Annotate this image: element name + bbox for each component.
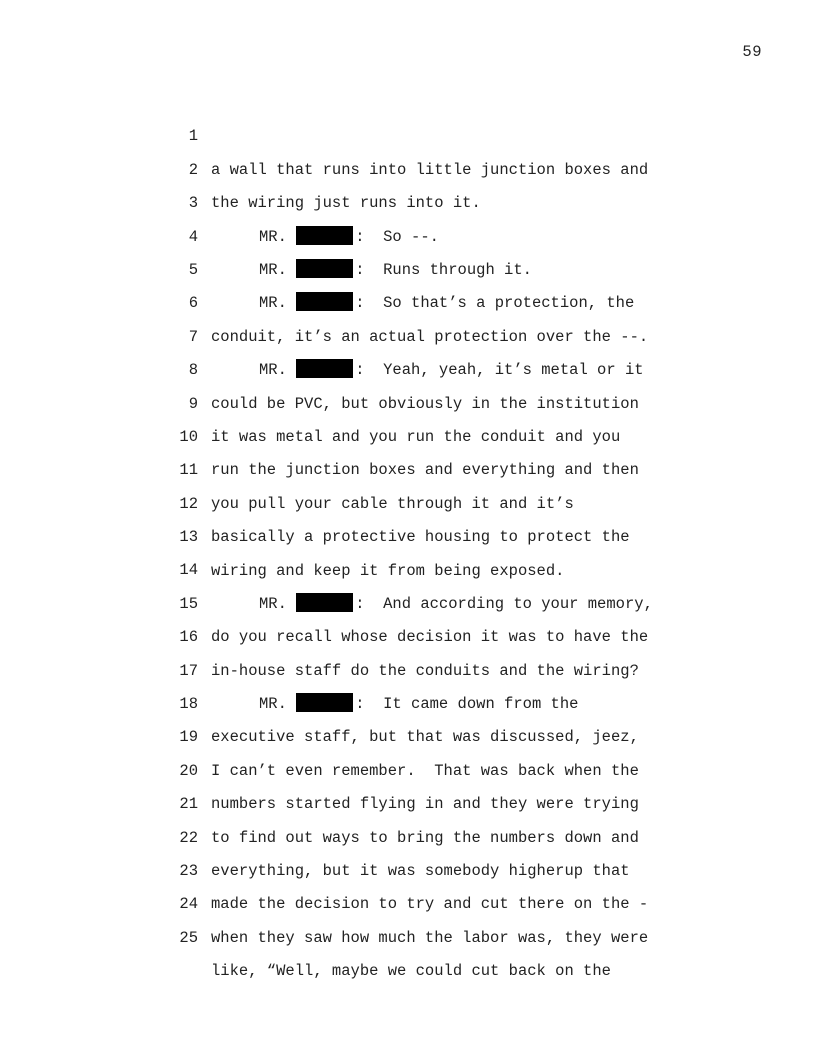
line-number: 19 [179,728,198,747]
line-number: 8 [188,361,198,380]
line-number: 13 [179,528,198,547]
line-text: to find out ways to bring the numbers down and [211,828,639,847]
line-number: 4 [188,227,198,246]
line-text: : Yeah, yeah, it’s metal or it [355,361,644,380]
line-number: 3 [188,194,198,213]
line-text: : It came down from the [355,695,579,714]
line-number: 24 [179,895,198,914]
line-number: 7 [188,327,198,346]
page-number: 59 [742,43,762,61]
line-number: 23 [179,862,198,880]
line-text: run the junction boxes and everything and then [211,461,639,480]
line-text: could be PVC, but obviously in the institution [211,394,639,413]
line-number: 5 [188,260,198,279]
line-text: conduit, it’s an actual protection over the --. [211,327,649,346]
line-number: 14 [179,561,198,580]
line-text: : Runs through it. [355,260,532,279]
line-text: made the decision to try and cut there on the - [211,895,649,914]
speaker-label: MR. [259,260,287,279]
line-text: like, “Well, maybe we could cut back on the [211,962,611,981]
line-text: : And according to your memory, [355,594,653,613]
transcript-body [0,87,816,981]
line-number: 16 [179,628,198,647]
line-text: when they saw how much the labor was, they were [211,928,649,947]
line-number: 11 [179,461,198,480]
line-number: 17 [179,661,198,680]
line-number: 15 [179,594,198,613]
line-text: wiring and keep it from being exposed. [211,561,565,580]
line-number: 20 [179,761,198,780]
line-number: 18 [179,695,198,714]
transcript-line [0,87,816,179]
line-text: : So --. [355,227,439,246]
line-text: a wall that runs into little junction boxes and [211,160,649,179]
line-text: the wiring just runs into it. [211,194,481,213]
line-text: do you recall whose decision it was to have the [211,628,649,647]
line-text: everything, but it was somebody higherup that [211,862,630,881]
line-number: 6 [188,294,198,313]
speaker-label: MR. [259,294,287,313]
line-number: 9 [188,394,198,413]
line-number: 25 [179,928,198,947]
line-text: it was metal and you run the conduit and you [211,427,621,446]
speaker-label: MR. [259,594,287,613]
line-number: 2 [188,160,198,179]
speaker-label: MR. [259,361,287,380]
line-number: 21 [179,795,198,814]
line-text: in-house staff do the conduits and the wiring? [211,661,639,680]
speaker-label: MR. [259,695,287,714]
line-number: 12 [179,494,198,513]
line-text: you pull your cable through it and it’s [211,494,574,513]
line-text: I can’t even remember. That was back when the [211,761,639,780]
line-number: 10 [179,427,198,446]
line-number: 22 [179,828,198,847]
line-text: basically a protective housing to protect the [211,528,630,547]
line-text: numbers started flying in and they were trying [211,795,639,814]
line-number: 1 [188,127,198,146]
line-text: : So that’s a protection, the [355,294,635,313]
speaker-label: MR. [259,227,287,246]
line-text: executive staff, but that was discussed, jeez, [211,728,639,747]
